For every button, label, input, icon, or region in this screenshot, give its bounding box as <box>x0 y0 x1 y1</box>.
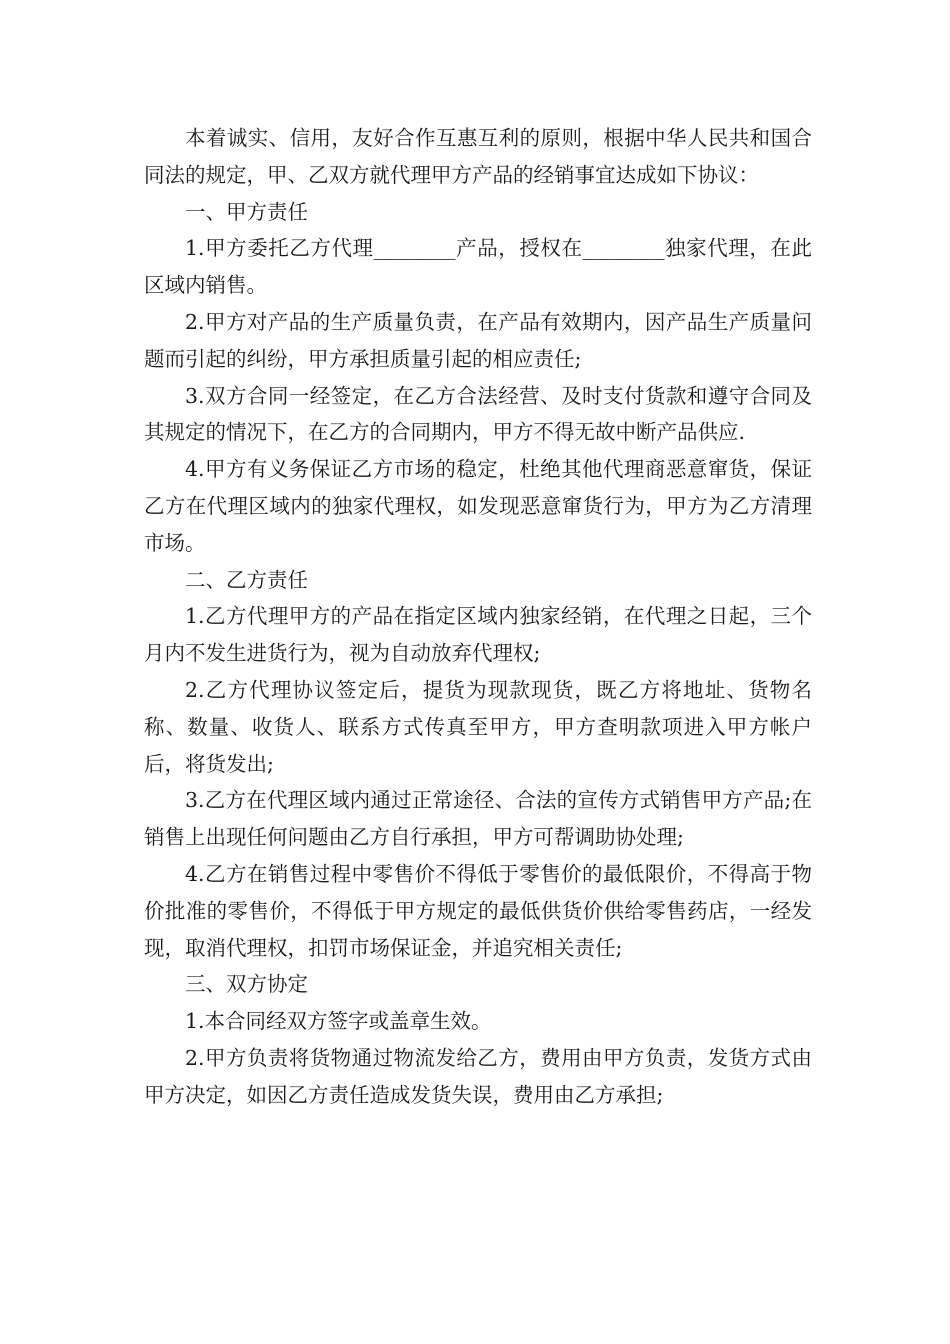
party-b-clause-4: 4.乙方在销售过程中零售价不得低于零售价的最低限价，不得高于物价批准的零售价，不得低于甲方规定的最低供货价供给零售药店，一经发现，取消代理权，扣罚市场保证金，并追究相关责任; <box>144 861 812 960</box>
party-a-clause-4: 4.甲方有义务保证乙方市场的稳定，杜绝其他代理商恶意窜货，保证乙方在代理区域内的独家代理权，如发现恶意窜货行为，甲方为乙方清理市场。 <box>144 457 812 555</box>
document-body <box>144 120 812 1114</box>
party-b-clause-2: 2.乙方代理协议签定后，提货为现款现货，既乙方将地址、货物名称、数量、收货人、联系方式传真至甲方，甲方查明款项进入甲方帐户后，将货发出; <box>144 677 812 776</box>
mutual-clause-2: 2.甲方负责将货物通过物流发给乙方，费用由甲方负责，发货方式由甲方决定，如因乙方责任造成发货失误，费用由乙方承担; <box>144 1045 812 1107</box>
party-a-clause-3: 3.双方合同一经签定，在乙方合法经营、及时支付货款和遵守合同及其规定的情况下，在乙方的合同期内，甲方不得无故中断产品供应. <box>144 383 812 445</box>
party-b-clause-1: 1.乙方代理甲方的产品在指定区域内独家经销，在代理之日起，三个月内不发生进货行为，视为自动放弃代理权; <box>144 604 812 666</box>
section-heading-party-a: 一、甲方责任 <box>185 199 308 224</box>
section-heading-mutual: 三、双方协定 <box>185 972 308 997</box>
preamble-paragraph: 本着诚实、信用，友好合作互惠互利的原则，根据中华人民共和国合同法的规定，甲、乙双方就代理甲方产品的经销事宜达成如下协议： <box>144 126 812 187</box>
party-a-clause-2: 2.甲方对产品的生产质量负责，在产品有效期内，因产品生产质量问题而引起的纠纷，甲方承担质量引起的相应责任; <box>144 309 812 371</box>
party-b-clause-3: 3.乙方在代理区域内通过正常途径、合法的宣传方式销售甲方产品;在销售上出现任何问题由乙方自行承担，甲方可帮调助协处理; <box>144 788 812 850</box>
party-a-clause-1: 1.甲方委托乙方代理________产品，授权在________独家代理，在此区域内销售。 <box>144 236 812 298</box>
mutual-clause-1: 1.本合同经双方签字或盖章生效。 <box>185 1009 492 1034</box>
section-heading-party-b: 二、乙方责任 <box>185 567 308 592</box>
